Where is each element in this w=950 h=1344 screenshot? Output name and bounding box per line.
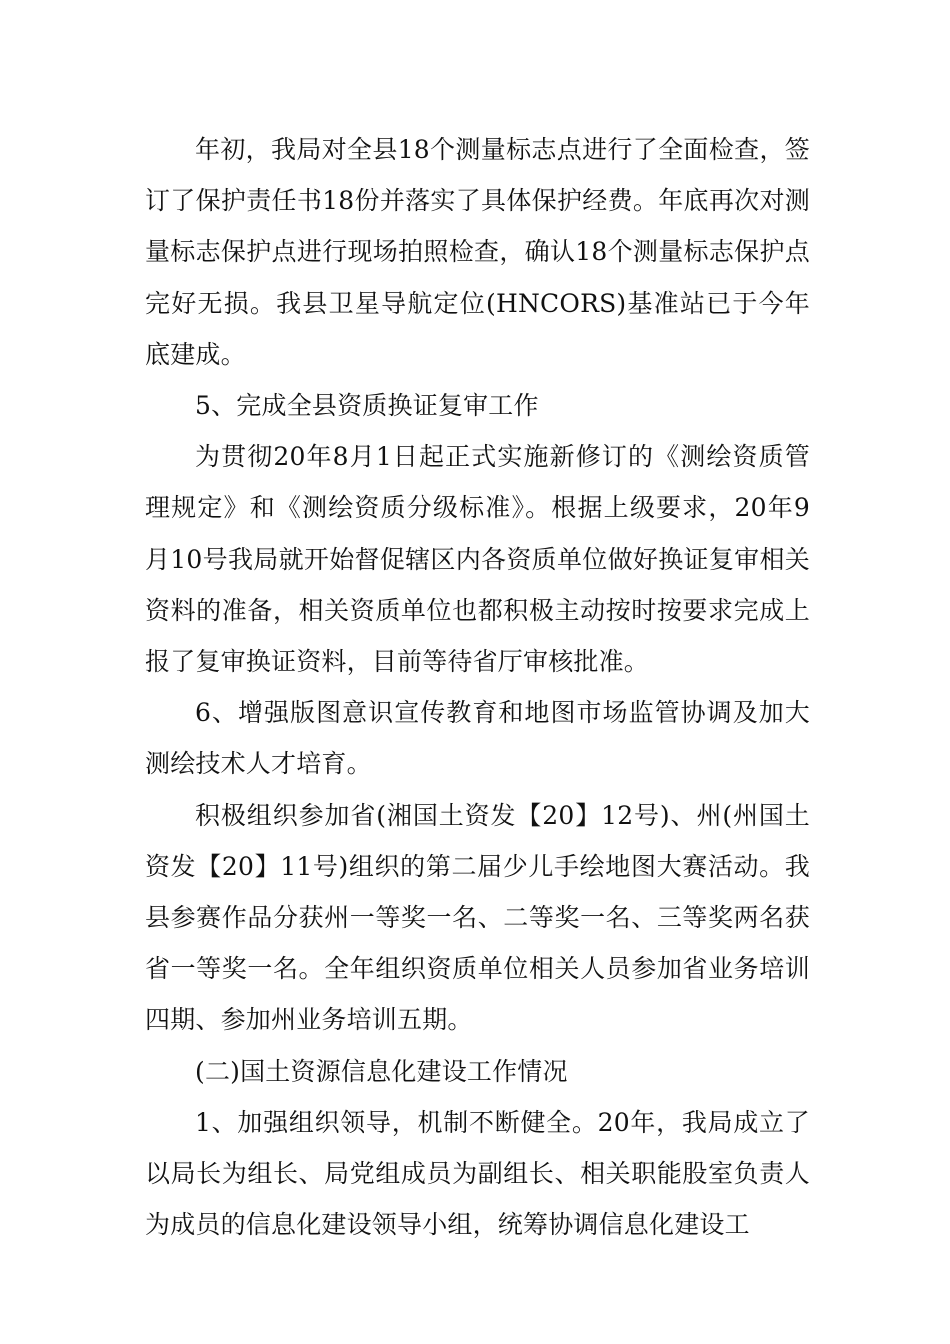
heading-map-awareness: 6、增强版图意识宣传教育和地图市场监管协调及加大测绘技术人才培育。	[145, 698, 810, 779]
paragraph-qualification-review: 为贯彻20年8月1日起正式实施新修订的《测绘资质管理规定》和《测绘资质分级标准》。根据上级要求，20年9月10号我局就开始督促辖区内各资质单位做好换证复审相关资料的准备，相关资质单位也都积极主动按时按要求完成上报了复审换证资料，目前等待省厅审核批准。	[145, 442, 810, 677]
document-body	[145, 124, 810, 1250]
heading-qualification-review: 5、完成全县资质换证复审工作	[195, 391, 539, 421]
paragraph-map-competition: 积极组织参加省(湘国土资发【20】12号)、州(州国土资发【20】11号)组织的第二届少儿手绘地图大赛活动。我县参赛作品分获州一等奖一名、二等奖一名、三等奖两名获省一等奖一名。全年组织资质单位相关人员参加省业务培训四期、参加州业务培训五期。	[145, 800, 810, 1035]
paragraph-survey-markers: 年初，我局对全县18个测量标志点进行了全面检查，签订了保护责任书18份并落实了具体保护经费。年底再次对测量标志保护点进行现场拍照检查，确认18个测量标志保护点完好无损。我县卫星导航定位(HNCORS)基准站已于今年底建成。	[145, 135, 810, 369]
heading-informatization: (二)国土资源信息化建设工作情况	[195, 1056, 568, 1086]
paragraph-organization-leadership: 1、加强组织领导，机制不断健全。20年，我局成立了以局长为组长、局党组成员为副组长、相关职能股室负责人为成员的信息化建设领导小组，统筹协调信息化建设工	[145, 1107, 810, 1240]
